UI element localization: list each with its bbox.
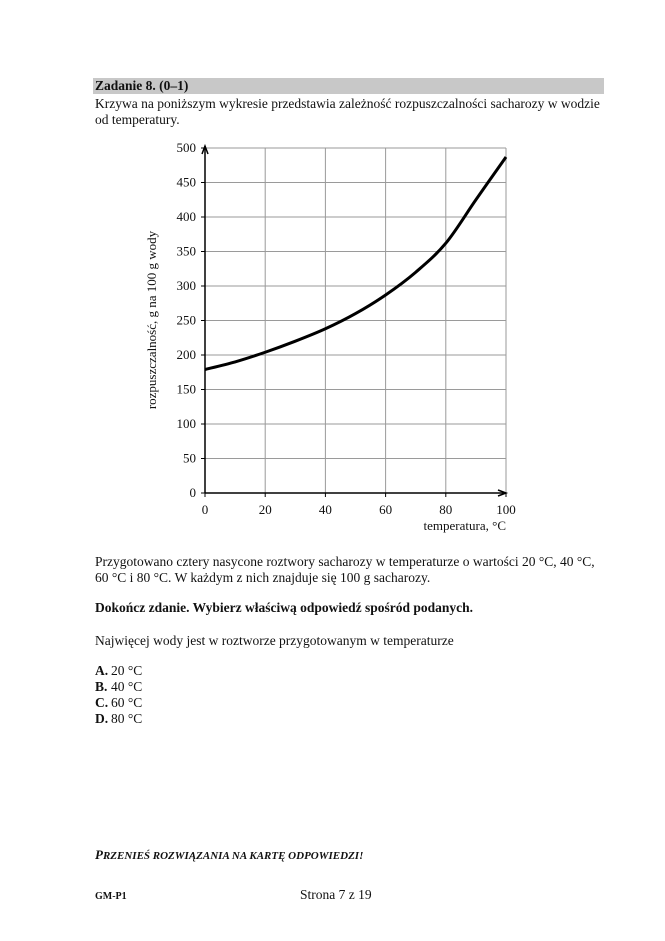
x-tick-label: 20 <box>258 502 272 517</box>
y-tick-label: 300 <box>176 278 196 293</box>
desc-line-2: 60 °C i 80 °C. W każdym z nich znajduje się 100 g sacharozy. <box>95 570 431 585</box>
x-tick-label: 80 <box>439 502 453 517</box>
option-text: 80 °C <box>111 711 143 726</box>
y-tick-label: 450 <box>176 174 196 190</box>
option-letter: C. <box>95 695 109 710</box>
notice-rest: RZENIEŚ ROZWIĄZANIA NA KARTĘ ODPOWIEDZI! <box>102 850 364 862</box>
transfer-notice <box>95 847 363 863</box>
y-tick-label: 50 <box>183 450 196 466</box>
option-text: 20 °C <box>111 663 143 678</box>
option-letter: A. <box>95 663 109 678</box>
option-text: 40 °C <box>111 679 143 694</box>
intro-line-1: Krzywa na poniższym wykresie przedstawia zależność rozpuszczalności sacharozy w wodzie <box>95 96 600 111</box>
instruction: Dokończ zdanie. Wybierz właściwą odpowiedź spośród podanych. <box>95 600 474 615</box>
notice-first-letter: P <box>95 847 103 862</box>
x-tick-label: 60 <box>379 502 393 517</box>
x-tick-label: 40 <box>318 502 332 517</box>
y-tick-label: 500 <box>176 140 196 155</box>
intro-line-2: od temperatury. <box>95 112 180 127</box>
exam-code: GM-P1 <box>95 891 127 902</box>
option-b[interactable] <box>95 679 142 695</box>
solubility-curve <box>205 157 506 370</box>
y-tick-label: 200 <box>176 347 196 362</box>
x-tick-label: 100 <box>496 502 516 517</box>
y-tick-label: 150 <box>176 381 196 397</box>
page-number: Strona 7 z 19 <box>300 887 372 902</box>
option-c[interactable] <box>95 695 142 711</box>
option-letter: B. <box>95 679 108 694</box>
y-tick-label: 350 <box>176 243 196 259</box>
option-d[interactable] <box>95 711 142 727</box>
x-tick-label: 0 <box>201 502 209 517</box>
option-a[interactable] <box>95 663 142 679</box>
desc-line-1: Przygotowano cztery nasycone roztwory sacharozy w temperaturze o wartości 20 °C, 40 °C, <box>95 554 595 569</box>
option-letter: D. <box>95 711 109 726</box>
y-tick-label: 0 <box>189 485 196 500</box>
x-axis-label: temperatura, °C <box>423 518 506 533</box>
y-tick-label: 400 <box>176 209 196 224</box>
question-stem: Najwięcej wody jest w roztworze przygotowanym w temperaturze <box>95 633 454 648</box>
y-tick-label: 100 <box>176 416 196 431</box>
task-title: Zadanie 8. (0–1) <box>93 78 604 94</box>
y-tick-label: 250 <box>176 312 196 328</box>
y-axis-label: rozpuszczalność, g na 100 g wody <box>144 230 159 410</box>
option-text: 60 °C <box>111 695 143 710</box>
